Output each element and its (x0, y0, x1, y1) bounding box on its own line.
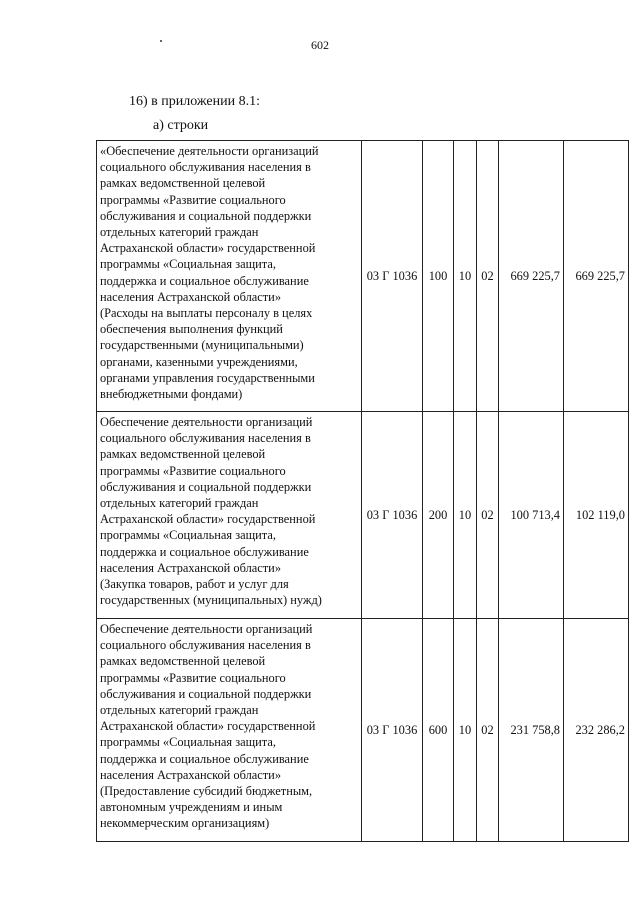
target-code-cell: 03 Г 1036 (362, 141, 423, 412)
row-description: Обеспечение деятельности организаций социального обслуживания населения в рамках ведомственной целевой программы «Развитие социального обслуживания и социальной поддержки отдельных категорий граждан Астраханской области» государственной программы «Социальная защита, поддержка и социальное обслуживание населения Астраханской области» (Предоставление субсидий бюджетным, автономным учреждениям и иным некоммерческим организациям) (97, 619, 362, 842)
budget-table (96, 140, 629, 842)
amendment-heading: 16) в приложении 8.1: (129, 94, 260, 109)
row-description: Обеспечение деятельности организаций социального обслуживания населения в рамках ведомственной целевой программы «Развитие социального обслуживания и социальной поддержки отдельных категорий граждан Астраханской области» государственной программы «Социальная защита, поддержка и социальное обслуживание населения Астраханской области» (Закупка товаров, работ и услуг для государственных (муниципальных) нужд) (97, 412, 362, 619)
section-cell: 10 (454, 141, 477, 412)
subsection-cell: 02 (477, 141, 499, 412)
row-description: «Обеспечение деятельности организаций социального обслуживания населения в рамках ведомственной целевой программы «Развитие социального обслуживания и социальной поддержки отдельных категорий граждан Астраханской области» государственной программы «Социальная защита, поддержка и социальное обслуживание населения Астраханской области» (Расходы на выплаты персоналу в целях обеспечения выполнения функций государственными (муниципальными) органами, казенными учреждениями, органами управления государственными внебюджетными фондами) (97, 141, 362, 412)
target-code-cell: 03 Г 1036 (362, 619, 423, 842)
section-cell: 10 (454, 412, 477, 619)
amount-cell-2: 232 286,2 (564, 619, 629, 842)
table-row (97, 412, 629, 619)
target-code-cell: 03 Г 1036 (362, 412, 423, 619)
section-cell: 10 (454, 619, 477, 842)
table-row (97, 141, 629, 412)
amount-cell-1: 231 758,8 (499, 619, 564, 842)
table-row (97, 619, 629, 842)
amount-cell-2: 102 119,0 (564, 412, 629, 619)
amount-cell-1: 669 225,7 (499, 141, 564, 412)
page-number: 602 (311, 38, 329, 52)
amount-cell-2: 669 225,7 (564, 141, 629, 412)
expense-type-cell: 100 (423, 141, 454, 412)
amount-cell-1: 100 713,4 (499, 412, 564, 619)
subsection-cell: 02 (477, 619, 499, 842)
expense-type-cell: 200 (423, 412, 454, 619)
expense-type-cell: 600 (423, 619, 454, 842)
scan-speck (160, 40, 162, 42)
subsection-cell: 02 (477, 412, 499, 619)
amendment-subheading: а) строки (153, 118, 209, 133)
